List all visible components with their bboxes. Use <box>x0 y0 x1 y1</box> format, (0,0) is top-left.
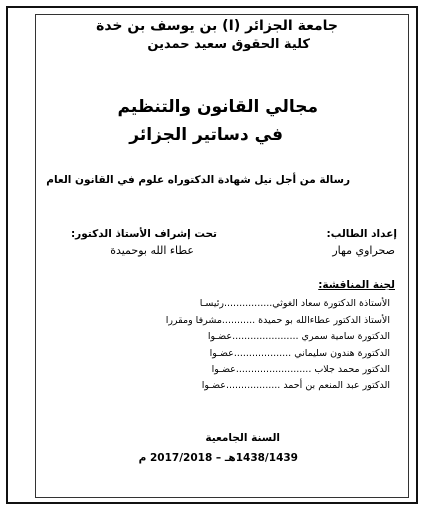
committee-member: الدكتور محمد جلاب .........................عضـوا <box>211 364 390 375</box>
committee-member: الأستاذ الدكتور عطاءالله بو حميدة ...........مشرفا ومقررا <box>165 315 390 326</box>
thesis-title-line-2: في دساتير الجزائر <box>129 125 283 145</box>
committee-member: الدكتور عبد المنعم بن أحمد ..................عضـوا <box>201 380 390 391</box>
university-name: جامعة الجزائر (I) بن يوسف بن خدة <box>96 18 338 34</box>
student-label: إعداد الطالب: <box>326 228 397 240</box>
committee-label: لجنة المناقشة: <box>318 279 395 291</box>
faculty-name: كلية الحقوق سعيد حمدين <box>147 37 310 52</box>
academic-year-label: السنة الجامعية <box>205 432 280 444</box>
supervisor-label: تحت إشراف الأستاذ الدكتور: <box>70 228 217 240</box>
thesis-title-line-1: مجالي القانون والتنظيم <box>117 97 318 117</box>
academic-year-value: 1438/1439هـ – 2017/2018 م <box>138 452 298 464</box>
student-name: صحراوي مهار <box>332 244 395 257</box>
supervisor-name: عطاء الله بوحميدة <box>110 244 194 257</box>
committee-member: الدكتورة هندون سليماني ...................عضـوا <box>209 348 390 359</box>
committee-member: الدكتورة سامية سمري ......................عضـوا <box>207 331 390 342</box>
committee-member: الأستاذة الدكتورة سعاد الغوثي................رئيسـا <box>199 298 390 309</box>
thesis-statement: رسالة من أجل نيل شهادة الدكتوراه علوم في القانون العام <box>46 174 350 186</box>
